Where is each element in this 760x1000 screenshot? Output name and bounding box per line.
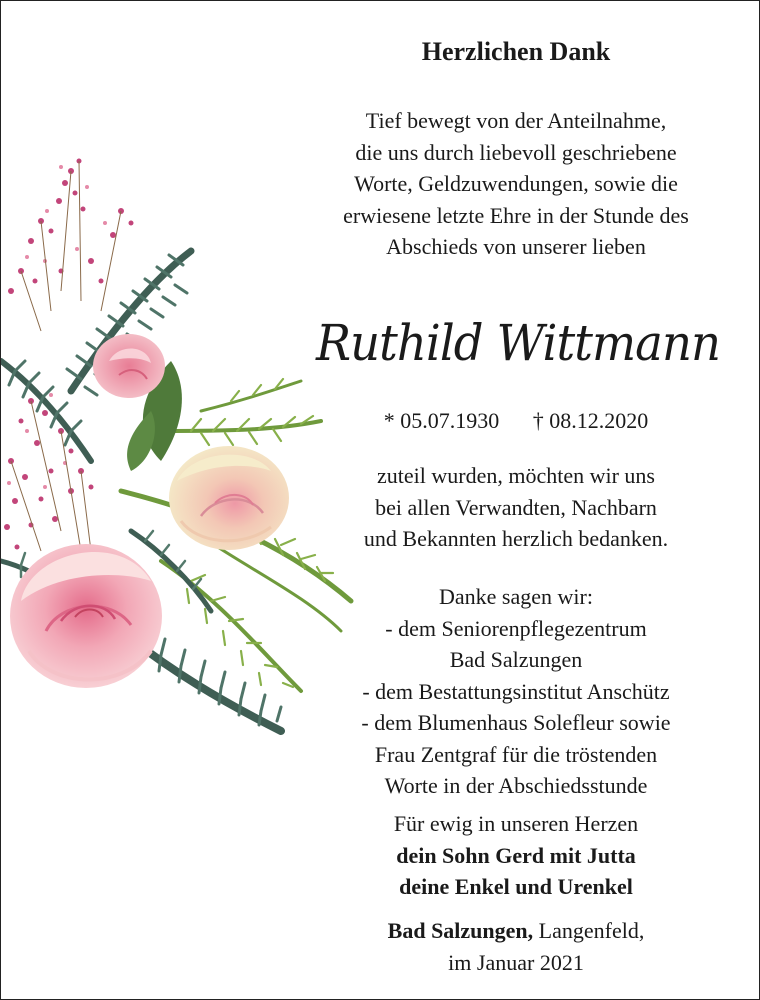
thanks-line: bei allen Verwandten, Nachbarn bbox=[375, 494, 657, 520]
intro-line: erwiesene letzte Ehre in der Stunde des bbox=[343, 202, 689, 228]
thanks-line: zuteil wurden, möchten wir uns bbox=[377, 463, 655, 488]
place-rest: Langenfeld, bbox=[533, 918, 645, 943]
closing-block bbox=[301, 808, 731, 903]
closing-line: Für ewig in unseren Herzen bbox=[393, 811, 639, 836]
danke-line: - dem Blumenhaus Solefleur sowie bbox=[361, 710, 671, 735]
place-date-block bbox=[301, 915, 731, 978]
place-bold: Bad Salzungen, bbox=[387, 918, 534, 943]
danke-list bbox=[301, 581, 731, 802]
family-line: dein Sohn Gerd mit Jutta bbox=[396, 842, 636, 868]
intro-line: Tief bewegt von der Anteilnahme, bbox=[365, 108, 667, 133]
rose-middle bbox=[169, 446, 289, 550]
rose-bottom bbox=[10, 544, 162, 688]
rose-top bbox=[93, 334, 165, 398]
danke-line: - dem Bestattungsinstitut Anschütz bbox=[362, 678, 670, 704]
danke-line: Worte in der Abschiedsstunde bbox=[384, 773, 648, 798]
death-date: † 08.12.2020 bbox=[532, 408, 649, 433]
deceased-name: Ruthild Wittmann bbox=[316, 314, 720, 372]
birth-date: * 05.07.1930 bbox=[383, 408, 500, 433]
danke-line: - dem Seniorenpflegezentrum bbox=[385, 615, 647, 641]
intro-line: Abschieds von unserer lieben bbox=[386, 234, 646, 259]
intro-paragraph bbox=[301, 105, 731, 263]
date-line: im Januar 2021 bbox=[448, 949, 584, 975]
danke-line: Bad Salzungen bbox=[449, 647, 583, 672]
place-line bbox=[301, 915, 731, 947]
intro-line: Worte, Geldzuwendungen, sowie die bbox=[354, 171, 678, 196]
intro-line: die uns durch liebevoll geschriebene bbox=[355, 139, 677, 165]
danke-line: Frau Zentgraf für die tröstenden bbox=[374, 741, 658, 767]
heading: Herzlichen Dank bbox=[421, 37, 611, 66]
life-dates bbox=[301, 405, 731, 437]
thanks-paragraph bbox=[301, 460, 731, 555]
thanks-line: und Bekannten herzlich bedanken. bbox=[363, 526, 669, 551]
family-line: deine Enkel und Urenkel bbox=[399, 874, 633, 899]
danke-line: Danke sagen wir: bbox=[439, 584, 593, 609]
